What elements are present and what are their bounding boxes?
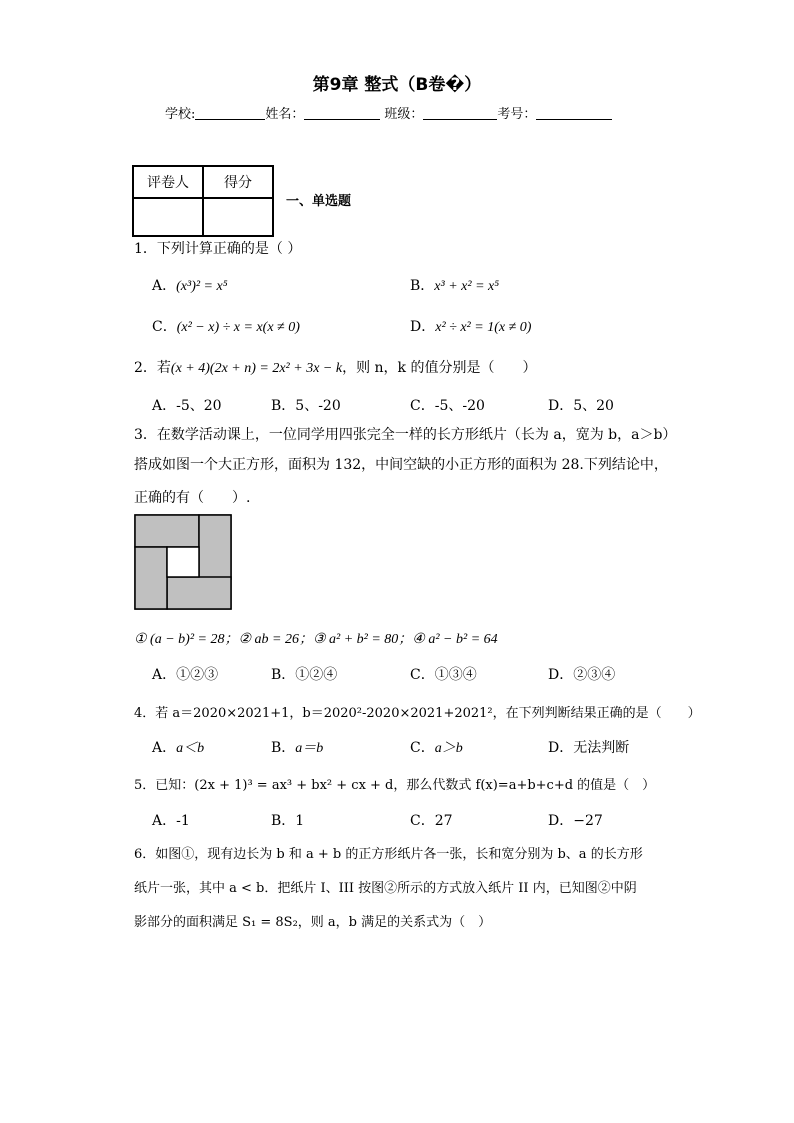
center-gap [167,547,199,577]
score-empty-cell [203,198,273,236]
grader-header-cell: 评卷人 [133,166,203,198]
q4-option-b: B．a＝b [271,740,324,756]
question-3-stem-line3: 正确的有（ ）. [134,490,251,506]
question-3-stem-line1: 3．在数学活动课上，一位同学用四张完全一样的长方形纸片（长为 a，宽为 b，a＞b） [134,427,677,443]
exam-no-label: 考号： [497,107,537,122]
question-6-stem-line3: 影部分的面积满足 S₁ = 8S₂，则 a，b 满足的关系式为（ ） [134,915,492,930]
question-6-stem-line2: 纸片一张，其中 a < b．把纸片 I、III 按图②所示的方式放入纸片 II 内，已知图②中阴 [134,881,637,896]
q1-option-a: A．(x³)² = x⁵ [152,278,228,294]
q2-option-d: D．5、20 [548,398,614,414]
question-5-stem: 5．已知：(2x + 1)³ = ax³ + bx² + cx + d，那么代数式 f(x)=a+b+c+d 的值是（ ） [134,778,656,793]
q3-option-a: A．①②③ [152,667,219,683]
q3-option-c: C．①③④ [410,667,477,683]
exam-no-blank [536,106,612,120]
rectangle-bottom [167,577,231,609]
section-title: 一、单选题 [286,194,352,209]
class-label: 班级： [384,107,424,122]
question-3-stem-line2: 搭成如图一个大正方形，面积为 132，中间空缺的小正方形的面积为 28.下列结论中， [134,457,668,473]
rectangle-right [199,515,231,579]
question-2-stem: 2．若(x + 4)(2x + n) = 2x² + 3x − k，则 n，k 的值分别是（ ） [134,360,537,376]
student-info-line [165,103,612,122]
class-blank [423,106,497,120]
school-label: 学校: [165,107,196,122]
q5-option-d: D．−27 [548,813,603,829]
name-label: 姓名： [265,107,305,122]
square-figure [134,514,232,610]
q4-option-d: D．无法判断 [548,740,630,756]
page-title: 第9章 整式（B卷�） [312,75,482,95]
q5-option-a: A．-1 [152,813,190,829]
q2-option-b: B．5、-20 [271,398,341,414]
name-blank [304,106,380,120]
q3-statements: ① (a − b)² = 28；② ab = 26；③ a² + b² = 80；④ a² − b² = 64 [134,632,498,647]
q4-option-a: A．a＜b [152,740,205,756]
question-1-stem: 1．下列计算正确的是（ ） [134,241,302,257]
q5-option-b: B．1 [271,813,305,829]
q2-option-a: A．-5、20 [152,398,222,414]
question-4-stem: 4．若 a＝2020×2021+1，b＝2020²-2020×2021+2021²，在下列判断结果正确的是（ ） [134,706,701,721]
q3-option-d: D．②③④ [548,667,616,683]
school-blank [195,106,265,120]
rectangle-left [135,547,167,609]
score-header-cell: 得分 [203,166,273,198]
question-6-stem-line1: 6．如图①，现有边长为 b 和 a + b 的正方形纸片各一张，长和宽分别为 b、a 的长方形 [134,847,643,862]
grader-table [132,165,274,237]
q1-option-d: D．x² ÷ x² = 1(x ≠ 0) [410,319,532,335]
grader-empty-cell [133,198,203,236]
q5-option-c: C．27 [410,813,453,829]
q1-option-b: B．x³ + x² = x⁵ [410,278,500,294]
q3-option-b: B．①②④ [271,667,338,683]
q1-option-c: C．(x² − x) ÷ x = x(x ≠ 0) [152,319,300,335]
rectangle-top [135,515,199,547]
q4-option-c: C．a＞b [410,740,463,756]
q2-option-c: C．-5、-20 [410,398,485,414]
